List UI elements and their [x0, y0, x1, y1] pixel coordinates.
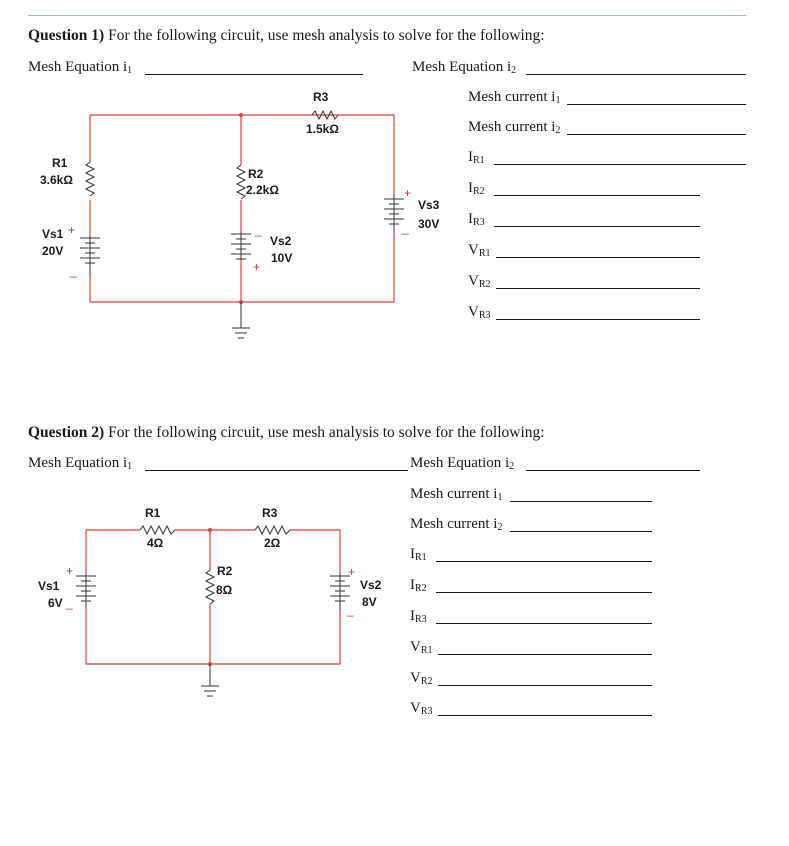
q1-mesh-equation-2-label: Mesh Equation $i_2$	[412, 59, 517, 76]
q2-vs2-value: 8V	[362, 595, 377, 609]
q2-r2-value: 8Ω	[216, 583, 233, 597]
vs1-name: Vs1	[42, 227, 64, 241]
vs3-minus: _	[402, 221, 409, 235]
q2-mesh-equation-1-label: Mesh Equation $i_1$	[28, 455, 133, 472]
q2-r2-resistor-symbol	[206, 570, 214, 604]
r1-value: 3.6kΩ	[40, 173, 73, 187]
vs2-plus: +	[253, 260, 261, 274]
vs3-plus: +	[404, 186, 412, 200]
q2-answer-label: $V_{R3}$	[410, 700, 433, 717]
r2-value: 2.2kΩ	[246, 183, 279, 197]
q2-answer-label: $I_{R3}$	[410, 608, 427, 625]
q1-mesh-equation-1-label: Mesh Equation $i_1$	[28, 59, 133, 76]
q2-r1-value: 4Ω	[147, 536, 164, 550]
vs1-plus: +	[68, 223, 76, 237]
q1-answer-label: $V_{R1}$	[468, 242, 491, 259]
r1-name: R1	[52, 156, 68, 170]
q2-r3-resistor-symbol	[255, 526, 290, 534]
q1-answer-label: $I_{R3}$	[468, 211, 485, 228]
vs3-name: Vs3	[418, 198, 440, 212]
q1-answer-label: $V_{R3}$	[468, 304, 491, 321]
q2-r3-name: R3	[262, 506, 278, 520]
q2-vs1-value: 6V	[48, 596, 63, 610]
q2-r2-name: R2	[217, 564, 233, 578]
q2-answer-label: Mesh current $i_2$	[410, 516, 503, 533]
q1-answer-label: Mesh current $i_1$	[468, 89, 561, 106]
q2-r3-value: 2Ω	[264, 536, 281, 550]
q2-vs2-name: Vs2	[360, 578, 382, 592]
q1-answer-label: $I_{R1}$	[468, 149, 485, 166]
vs1-minus: _	[70, 264, 77, 278]
q1-answer-label: $V_{R2}$	[468, 273, 491, 290]
r3-name: R3	[313, 90, 329, 104]
q2-vs1-plus: +	[66, 564, 74, 578]
q2-answer-label: $V_{R1}$	[410, 639, 433, 656]
q2-vs2-minus: _	[347, 603, 354, 617]
vs3-value: 30V	[418, 217, 440, 231]
vs2-minus: _	[255, 223, 262, 237]
q2-vs2-plus: +	[348, 565, 356, 579]
vs2-value: 10V	[271, 251, 293, 265]
r2-name: R2	[248, 167, 264, 181]
r3-value: 1.5kΩ	[306, 122, 339, 136]
q2-answer-label: $I_{R2}$	[410, 577, 427, 594]
q1-answer-label: Mesh current $i_2$	[468, 119, 561, 136]
ground-icon	[201, 664, 219, 696]
q2-r1-name: R1	[145, 506, 161, 520]
q2-vs1-minus: _	[66, 596, 73, 610]
q2-answer-label: $V_{R2}$	[410, 670, 433, 687]
q1-answer-label: $I_{R2}$	[468, 180, 485, 197]
vs1-value: 20V	[42, 244, 64, 258]
vs2-name: Vs2	[270, 234, 292, 248]
q2-r1-resistor-symbol	[140, 526, 175, 534]
q2-answer-label: Mesh current $i_1$	[410, 486, 503, 503]
question-2-heading: Question 2) For the following circuit, use mesh analysis to solve for the following:	[28, 424, 545, 441]
q2-vs1-battery-symbol	[76, 574, 96, 607]
circuit-2-wires	[86, 528, 340, 666]
q2-mesh-equation-2-label: Mesh Equation $i_2$	[410, 455, 515, 472]
question-1-heading: Question 1) For the following circuit, use mesh analysis to solve for the following:	[28, 27, 545, 44]
q2-answer-label: $I_{R1}$	[410, 546, 427, 563]
q2-vs1-name: Vs1	[38, 579, 60, 593]
